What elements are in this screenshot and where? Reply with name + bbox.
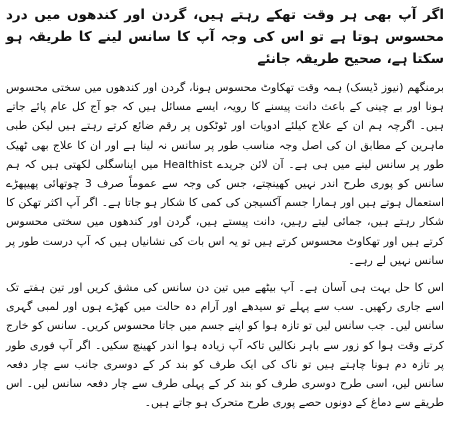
article-paragraph-2: اس کا حل بہت ہی آسان ہے۔ آپ بیٹھے میں تین دن سانس کی مشق کریں اور تین ہفتے تک اسے جاری رکھیں۔ سب سے پہلے تو سیدھے اور آرام دہ حالت میں کھڑے ہوں اور لمبی گہری سانس لیں۔ جب سانس لیں تو تازہ ہوا کو اپنے جسم میں جاتا محسوس کریں۔ سانس کو خارج کرتے وقت ہوا کو زور سے باہر نکالیں تاکہ آپ زیادہ ہوا اندر کھینچ سکیں۔ اگر آپ فوری طور پر تازہ دم ہونا چاہتے ہیں تو ناک کی ایک طرف کو بند کر کے دوسری جانب سے چار دفعہ سانس لیں، اسی طرح دوسری طرف کو بند کر کے پہلی طرف سے چار دفعہ سانس لیں۔ اس طریقے سے دماغ کے دونوں حصے پوری طرح متحرک ہو جاتے ہیں۔ [6,281,444,410]
article-heading: اگر آپ بھی ہر وقت تھکے رہتے ہیں، گردن اور کندھوں میں درد محسوس ہوتا ہے تو اس کی وجہ آپ کا سانس لینے کا طریقہ ہو سکتا ہے، صحیح طریقہ جانئے [6,7,444,67]
article-paragraph-1: برمنگھم (نیوز ڈیسک) ہمہ وقت تھکاوٹ محسوس ہونا، گردن اور کندھوں میں سختی محسوس ہونا اور بے چینی کے باعث دانت پیسنے کا رویہ، ایسے مسائل ہیں کہ جو آج کل عام پائے جاتے ہیں۔ اگرچہ ہم ان کے علاج کیلئے ادویات اور ٹوٹکوں پر رقم ضائع کرتے رہتے ہیں لیکن طبی ماہرین کے مطابق ان کی اصل وجہ مناسب طور پر سانس نہ لینا ہے اور ان کا علاج بھی ٹھیک طور پر سانس لینے میں ہی ہے۔ آن لائن جریدے Healthist میں ایناسگلی لکھتی ہیں کہ ہم سانس کو پوری طرح اندر نہیں کھینچتے، جس کی وجہ سے عموماً صرف 3 چوتھائی پھیپھڑے استعمال ہوتے ہیں اور ہمارا جسم آکسیجن کی کمی کا شکار ہو جاتا ہے۔ اگر آپ اکثر تھکن کا شکار رہتے ہیں، جمائی لیتے رہیں، دانت پیستے ہیں، گردن اور کندھوں میں سختی محسوس کرتے ہیں اور تھکاوٹ محسوس کرتے ہیں تو یہ اس بات کی نشانیاں ہیں کہ آپ درست طور پر سانس نہیں لے رہے۔ [6,81,444,267]
